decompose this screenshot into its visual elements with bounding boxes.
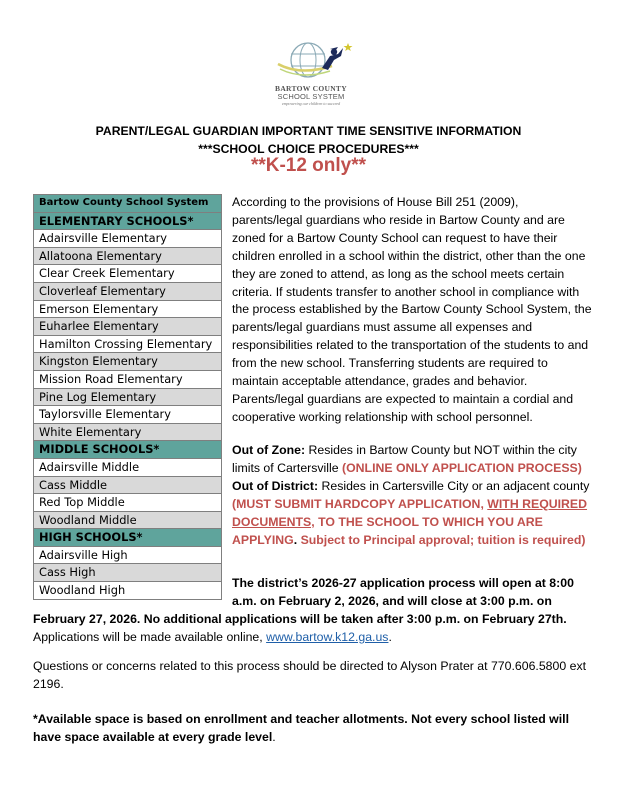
- logo-tagline: empowering our children to succeed: [281, 101, 341, 106]
- intro-paragraph: According to the provisions of House Bill 251 (2009), parents/legal guardians who reside in Bartow County and are zoned for a Bartow County School can request to have their children enrolled in a school within the district, other than the one they are zoned to attend, as long as the school meets certain criteria. If students transfer to another school in compliance with the process established by the Bartow County School System, the parents/legal guardians must assume all expenses and responsibilities related to the transportation of the students to and from the new school. Transferring students are required to maintain acceptable attendance, grades and behavior. Parents/legal guardians are expected to maintain a cordial and cooperative working relationship with school personnel.: [232, 195, 592, 424]
- title-procedures: ***SCHOOL CHOICE PROCEDURES***: [198, 142, 419, 156]
- table-row: Cass High: [34, 564, 222, 582]
- out-of-zone-note: (ONLINE ONLY APPLICATION PROCESS): [342, 460, 582, 475]
- table-row: Emerson Elementary: [34, 300, 222, 318]
- table-row: Clear Creek Elementary: [34, 265, 222, 283]
- table-row: Euharlee Elementary: [34, 318, 222, 336]
- footnote-paragraph: [33, 711, 593, 747]
- footnote-text: *Available space is based on enrollment and teacher allotments. Not every school listed will have space available at every grade level: [33, 712, 569, 744]
- period: .: [293, 532, 301, 547]
- out-of-zone-label: Out of Zone:: [232, 443, 306, 457]
- table-header-high: HIGH SCHOOLS*: [34, 529, 222, 547]
- table-row: Mission Road Elementary: [34, 370, 222, 388]
- logo-line1: BARTOW COUNTY: [275, 84, 347, 93]
- table-header-middle: MIDDLE SCHOOLS*: [34, 441, 222, 459]
- table-row: Adairsville High: [34, 546, 222, 564]
- title-main: PARENT/LEGAL GUARDIAN IMPORTANT TIME SENSITIVE INFORMATION: [95, 124, 522, 138]
- footnote-end: .: [272, 729, 276, 744]
- out-of-district-text: Resides in Cartersville City or an adjacent county: [318, 478, 590, 493]
- table-row: Cass Middle: [34, 476, 222, 494]
- table-row: Red Top Middle: [34, 494, 222, 512]
- table-header-elementary: ELEMENTARY SCHOOLS*: [34, 212, 222, 230]
- table-row: Pine Log Elementary: [34, 388, 222, 406]
- dates-paragraph-part2: February 27, 2026. No additional applications will be taken after 3:00 p.m. on February 27th.: [33, 612, 567, 626]
- table-row: Adairsville Middle: [34, 458, 222, 476]
- logo-line2: SCHOOL SYSTEM: [277, 92, 345, 101]
- contact-paragraph: Questions or concerns related to this process should be directed to Alyson Prater at 770.606.5800 ext 2196.: [33, 659, 587, 691]
- school-applying-note: TO THE SCHOOL TO WHICH YOU ARE APPLYING: [232, 514, 543, 547]
- table-row: Taylorsville Elementary: [34, 406, 222, 424]
- table-row: Woodland High: [34, 582, 222, 600]
- title-grade-range: **K-12 only**: [250, 155, 367, 176]
- online-end: .: [388, 630, 392, 644]
- principal-approval-note: Subject to Principal approval; tuition is required): [300, 532, 586, 547]
- table-row: Allatoona Elementary: [34, 247, 222, 265]
- online-text: Applications will be made available online,: [33, 630, 267, 644]
- out-of-zone-text: Resides in Bartow County but NOT within the city limits of Cartersville: [232, 443, 577, 475]
- table-row: White Elementary: [34, 423, 222, 441]
- required-documents-note: WITH REQUIRED DOCUMENTS,: [232, 496, 588, 529]
- out-of-district-label: Out of District:: [232, 478, 319, 493]
- table-row: Hamilton Crossing Elementary: [34, 335, 222, 353]
- globe-student-icon: [270, 36, 360, 86]
- table-row: Cloverleaf Elementary: [34, 282, 222, 300]
- out-of-district-note: (MUST SUBMIT HARDCOPY APPLICATION,: [232, 496, 488, 511]
- table-row: Kingston Elementary: [34, 353, 222, 371]
- dates-paragraph-part1: The district’s 2026-27 application process will open at 8:00 a.m. on February 2, 2026, and will close at 3:00 p.m. on: [232, 576, 574, 608]
- online-paragraph: [33, 629, 613, 647]
- table-header-system: Bartow County School System: [34, 195, 222, 213]
- table-row: Woodland Middle: [34, 511, 222, 529]
- table-row: Adairsville Elementary: [34, 230, 222, 248]
- zone-definitions: [232, 442, 602, 549]
- district-website-link[interactable]: www.bartow.k12.ga.us: [266, 630, 389, 644]
- schools-table: [33, 194, 222, 600]
